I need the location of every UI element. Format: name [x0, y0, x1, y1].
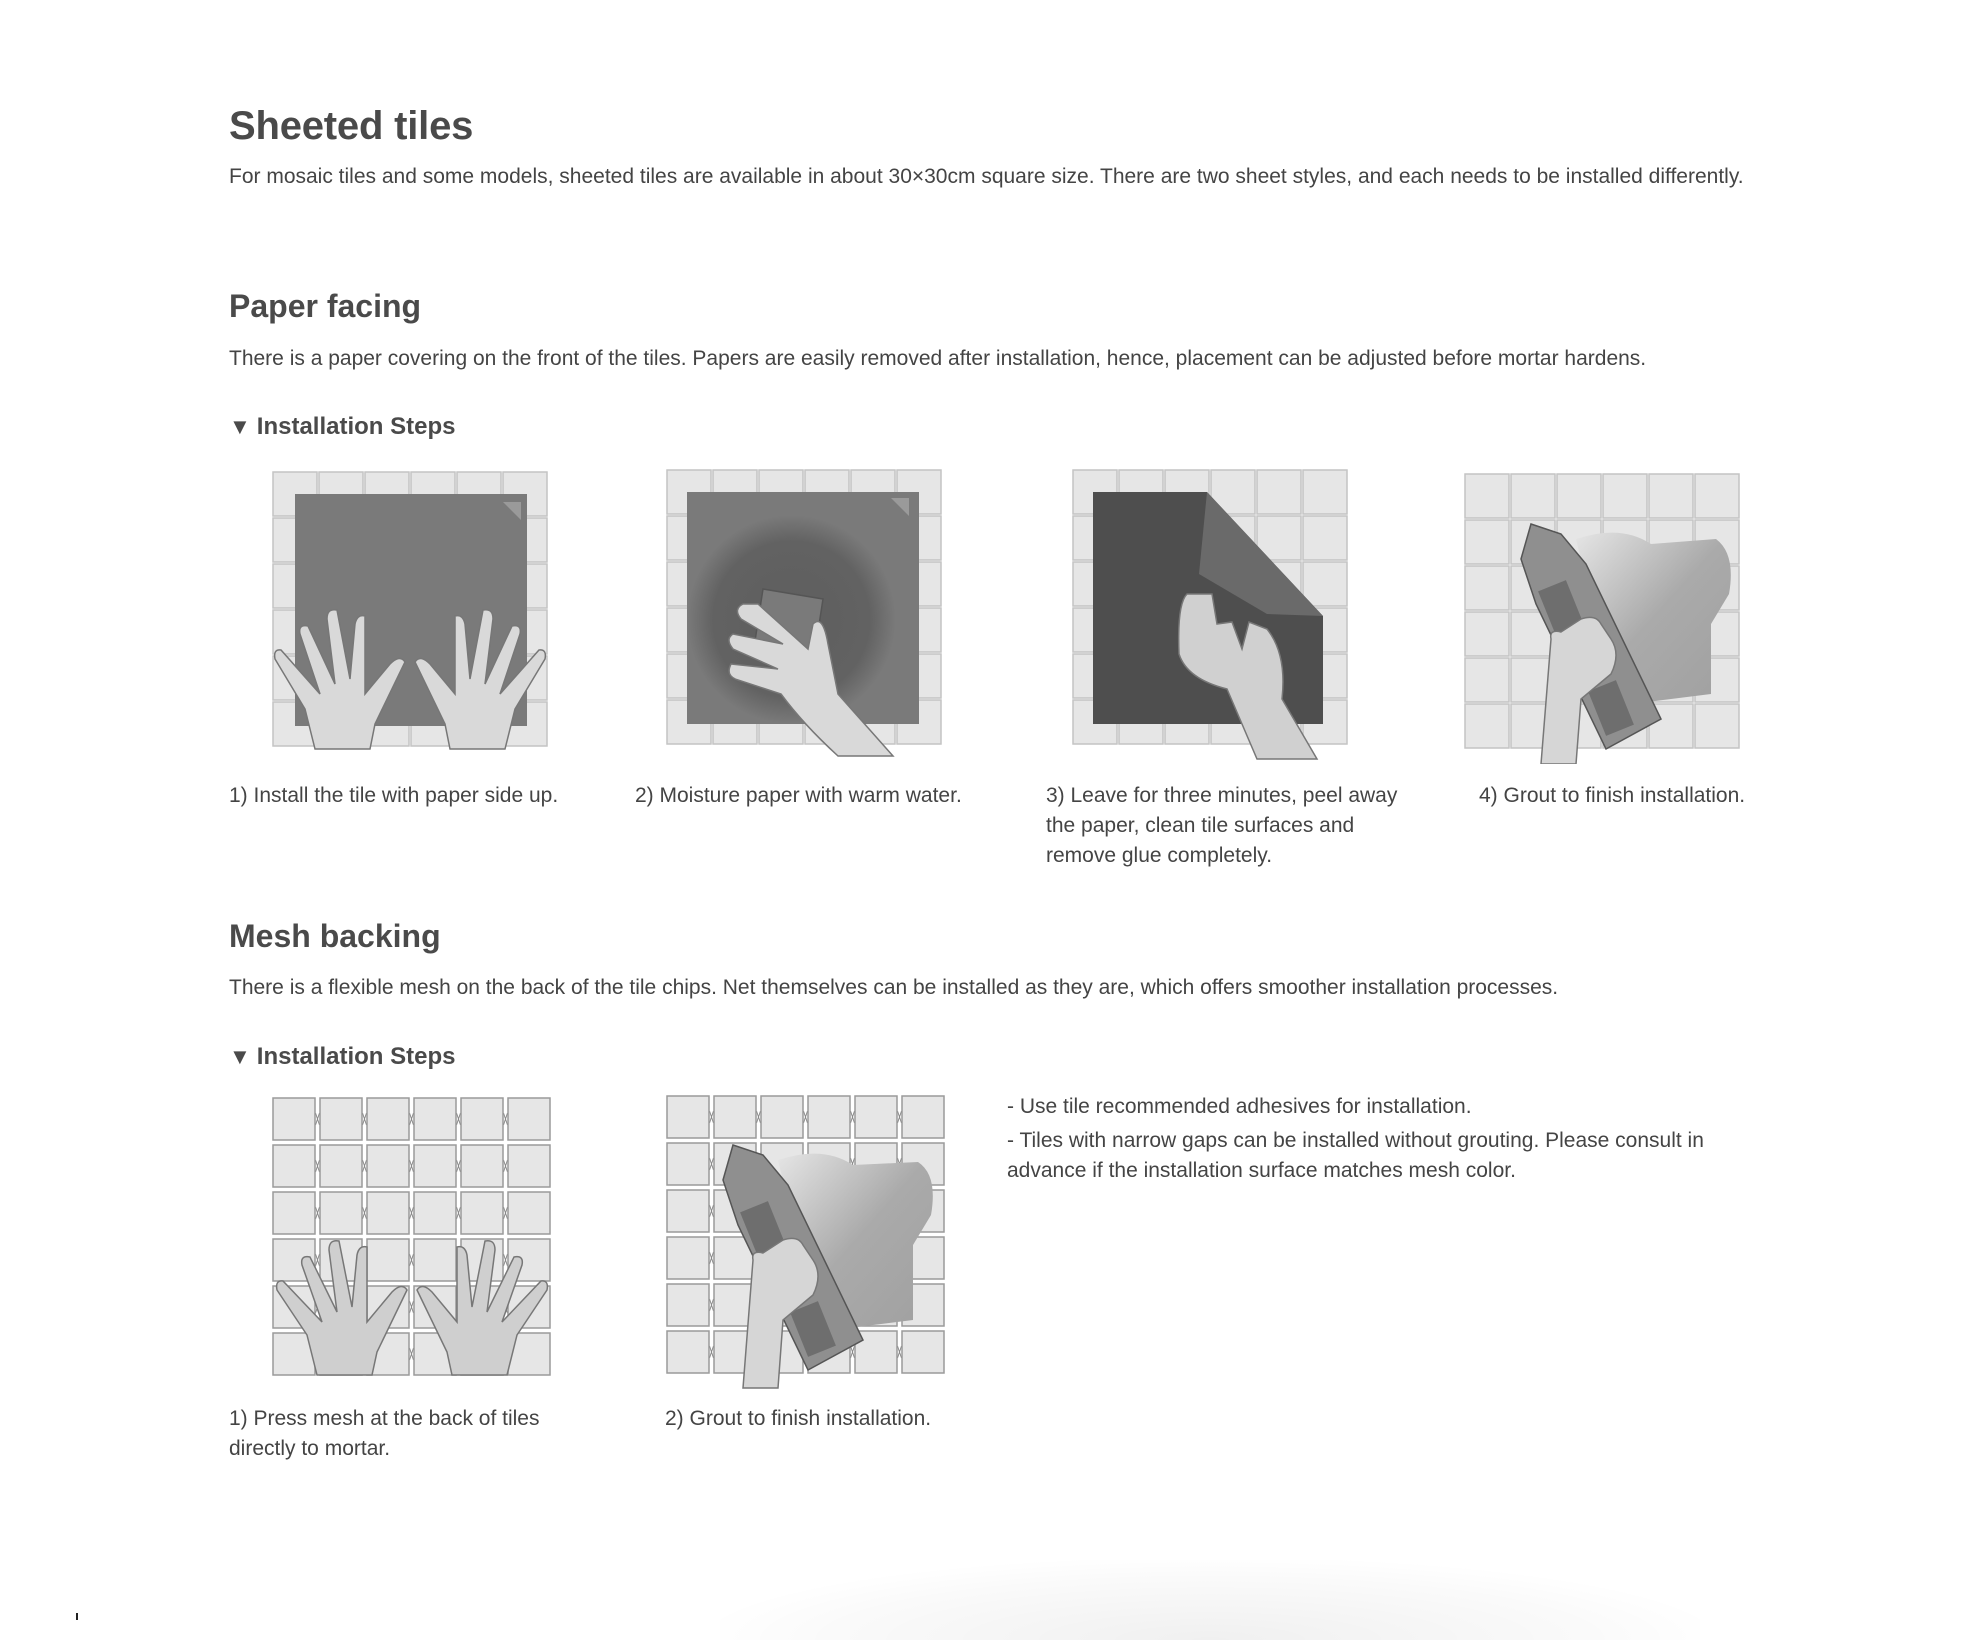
mesh-strand [457, 1113, 461, 1125]
tile [902, 1331, 944, 1373]
mesh-strand [457, 1160, 461, 1172]
tile [855, 1096, 897, 1138]
paper-facing-description: There is a paper covering on the front of the tiles. Papers are easily removed after installation, hence, placement can be adjusted before mortar hardens. [229, 347, 1647, 370]
corner-mark [76, 1613, 78, 1620]
mesh-strand [710, 1299, 714, 1311]
tile [1695, 474, 1739, 518]
mesh-backing-description: There is a flexible mesh on the back of the tile chips. Net themselves can be installed as they are, which offers smoother installation processes. [229, 976, 1559, 999]
mesh-strand [898, 1346, 902, 1358]
tile [1257, 470, 1301, 514]
tile [667, 1143, 709, 1185]
illustration-wetting-paper [663, 464, 953, 764]
mesh-notes-list [1007, 1092, 1787, 1190]
mesh-strand [804, 1111, 808, 1123]
triangle-down-icon: ▼ [229, 414, 251, 439]
tile [414, 1239, 456, 1281]
paper-step-4-caption: 4) Grout to finish installation. [1479, 784, 1746, 807]
triangle-down-icon: ▼ [229, 1044, 251, 1069]
mesh-strand [316, 1254, 320, 1266]
tile [808, 1096, 850, 1138]
tile [1603, 474, 1647, 518]
tile [1465, 612, 1509, 656]
tile [414, 1098, 456, 1140]
mesh-strand [410, 1113, 414, 1125]
tile [367, 1145, 409, 1187]
mesh-backing-heading: Mesh backing [229, 918, 441, 954]
mesh-strand [363, 1113, 367, 1125]
tile [667, 1331, 709, 1373]
mesh-strand [363, 1160, 367, 1172]
tile [273, 1192, 315, 1234]
mesh-strand [757, 1111, 761, 1123]
paper-facing-heading: Paper facing [229, 288, 422, 324]
paper-step-1-caption: 1) Install the tile with paper side up. [229, 784, 559, 807]
mesh-strand [316, 1113, 320, 1125]
mesh-strand [710, 1205, 714, 1217]
tile [414, 1145, 456, 1187]
mesh-strand [410, 1301, 414, 1313]
tile [667, 1237, 709, 1279]
mesh-note: - Use tile recommended adhesives for installation. [1007, 1095, 1472, 1118]
paper-step-3-caption: 3) Leave for three minutes, peel away the paper, clean tile surfaces and remove glue completely. [1046, 784, 1398, 867]
tile [461, 1098, 503, 1140]
tile [508, 1098, 550, 1140]
tile [1465, 658, 1509, 702]
mesh-strand [710, 1346, 714, 1358]
tile [714, 1096, 756, 1138]
mesh-strand [457, 1207, 461, 1219]
bottom-shadow [720, 1560, 1700, 1640]
mesh-strand [504, 1207, 508, 1219]
tile [1303, 470, 1347, 514]
mesh-strand [710, 1111, 714, 1123]
mesh-strand [504, 1160, 508, 1172]
mesh-strand [898, 1111, 902, 1123]
tile [414, 1192, 456, 1234]
mesh-strand [851, 1346, 855, 1358]
mesh-note: - Tiles with narrow gaps can be installed without grouting. Please consult in advance if the installation surface matches mesh color. [1007, 1129, 1704, 1182]
tile [1511, 474, 1555, 518]
mesh-strand [851, 1111, 855, 1123]
mesh-strand [710, 1252, 714, 1264]
tile [667, 1284, 709, 1326]
tile [367, 1098, 409, 1140]
tile [367, 1192, 409, 1234]
tile [1465, 704, 1509, 748]
mesh-strand [410, 1207, 414, 1219]
tile [320, 1145, 362, 1187]
tile [1649, 474, 1693, 518]
mesh-step-2-caption: 2) Grout to finish installation. [665, 1407, 932, 1430]
tile [461, 1192, 503, 1234]
mesh-strand [710, 1158, 714, 1170]
tile [761, 1096, 803, 1138]
illustration-peeling-paper [1067, 464, 1357, 764]
tile [320, 1098, 362, 1140]
tile [1303, 516, 1347, 560]
tile [1465, 520, 1509, 564]
illustration-grouting-mesh [663, 1090, 953, 1390]
illustration-pressing-mesh [265, 1090, 555, 1390]
tile [667, 1096, 709, 1138]
mesh-strand [316, 1160, 320, 1172]
steps-heading-label: Installation Steps [256, 1043, 456, 1070]
intro-paragraph: For mosaic tiles and some models, sheeted tiles are available in about 30×30cm square size. There are two sheet styles, and each needs to be installed differently. [229, 165, 1744, 188]
paper-facing-steps-heading[interactable] [229, 413, 455, 441]
tile [273, 1098, 315, 1140]
mesh-strand [316, 1207, 320, 1219]
tile [508, 1192, 550, 1234]
mesh-strand [363, 1207, 367, 1219]
page-title: Sheeted tiles [229, 104, 474, 148]
tile [367, 1239, 409, 1281]
tile [1465, 566, 1509, 610]
tile [461, 1145, 503, 1187]
illustration-hands-pressing-paper [265, 464, 555, 764]
tile [1695, 704, 1739, 748]
mesh-strand [410, 1160, 414, 1172]
tile [667, 1190, 709, 1232]
tile [1557, 474, 1601, 518]
mesh-strand [504, 1254, 508, 1266]
steps-heading-label: Installation Steps [256, 413, 456, 440]
mesh-backing-steps-heading[interactable] [229, 1043, 455, 1071]
tile [273, 1145, 315, 1187]
illustration-grouting [1461, 464, 1751, 764]
paper-step-2-caption: 2) Moisture paper with warm water. [635, 784, 962, 807]
tile [508, 1145, 550, 1187]
mesh-strand [410, 1348, 414, 1360]
tile [1303, 562, 1347, 606]
tile [902, 1096, 944, 1138]
mesh-strand [504, 1113, 508, 1125]
tile [1465, 474, 1509, 518]
mesh-step-1-caption: 1) Press mesh at the back of tiles directly to mortar. [229, 1407, 540, 1460]
mesh-strand [410, 1254, 414, 1266]
tile [320, 1192, 362, 1234]
